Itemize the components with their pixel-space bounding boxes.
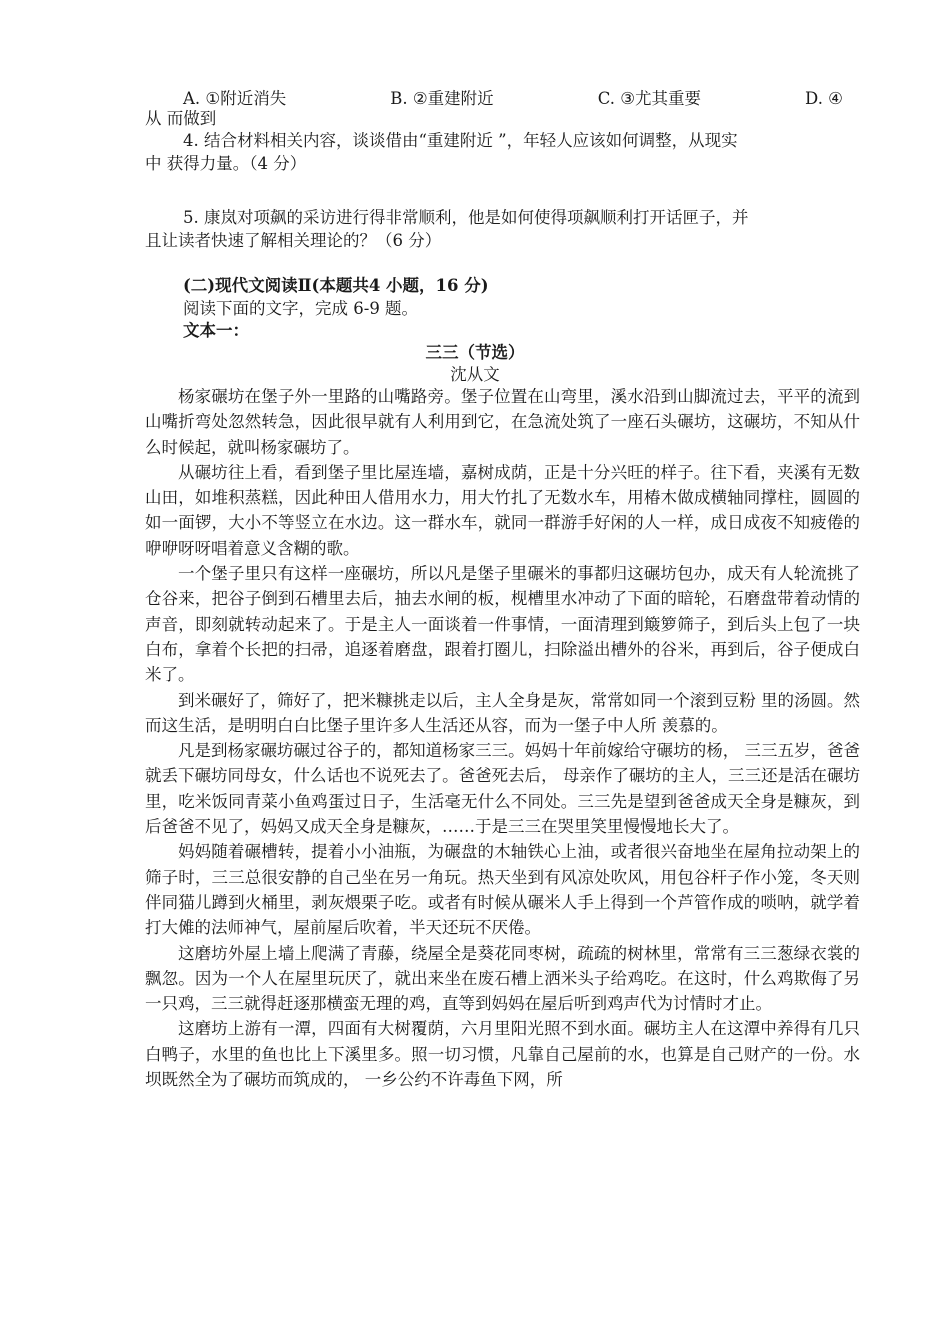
question4-line1: 4. 结合材料相关内容，谈谈借由“重建附近 ”，年轻人应该如何调整，从现实 (183, 131, 738, 150)
question3-options (183, 88, 843, 110)
option-c: C. ③尤其重要 (597, 89, 702, 108)
text-label: 文本一： (183, 321, 249, 340)
question5-line2: 且让读者快速了解相关理论的？（6 分） (145, 231, 442, 250)
paragraph: 妈妈随着碾槽转，提着小小油瓶，为碾盘的木轴铁心上油，或者很兴奋地坐在屋角拉动架上的筛子时，三三总很安静的自己坐在另一角玩。热天坐到有风凉处吹风，用包谷杆子作小笼，冬天则伴同猫儿蹲到火桶里，剥灰煨栗子吃。或者有时候从碾米人手上得到一个芦管作成的唢呐，就学着打大傩的法师神气，屋前屋后吹着，半天还玩不厌倦。 (145, 842, 860, 938)
question5-line1: 5. 康岚对项飙的采访进行得非常顺利，他是如何使得项飙顺利打开话匣子，并 (183, 208, 749, 227)
option-b: B. ②重建附近 (390, 89, 494, 108)
article-author: 沈从文 (450, 365, 500, 384)
option-a: A. ①附近消失 (183, 89, 287, 108)
paragraph: 一个堡子里只有这样一座碾坊，所以凡是堡子里碾米的事都归这碾坊包办，成天有人轮流挑了仓谷来，把谷子倒到石槽里去后，抽去水闸的板，枧槽里水冲动了下面的暗轮，石磨盘带着动情的声音，即刻就转动起来了。于是主人一面谈着一件事情，一面清理到簸箩筛子，到后头上包了一块白布，拿着个长把的扫帚，追逐着磨盘，跟着打圈儿，扫除溢出槽外的谷米，再到后，谷子便成白米了。 (145, 564, 860, 685)
section-instruction: 阅读下面的文字，完成 6-9 题。 (183, 299, 419, 318)
article-body (145, 384, 860, 1092)
paragraph: 这磨坊外屋上墙上爬满了青藤，绕屋全是葵花同枣树，疏疏的树林里，常常有三三葱绿衣裳的飘忽。因为一个人在屋里玩厌了，就出来坐在废石槽上洒米头子给鸡吃。在这时，什么鸡欺侮了另一只鸡，三三就得赶逐那横蛮无理的鸡，直等到妈妈在屋后听到鸡声代为讨情时才止。 (145, 943, 860, 1014)
paragraph: 从碾坊往上看，看到堡子里比屋连墙，嘉树成荫，正是十分兴旺的样子。往下看，夹溪有无数山田，如堆积蒸糕，因此种田人借用水力，用大竹扎了无数水车，用椿木做成横轴同撑柱，圆圆的如一面锣，大小不等竖立在水边。这一群水车，就同一群游手好闲的人一样，成日成夜不知疲倦的咿咿呀呀唱着意义含糊的歌。 (145, 462, 860, 558)
paragraph: 这磨坊上游有一潭，四面有大树覆荫，六月里阳光照不到水面。碾坊主人在这潭中养得有几只白鸭子，水里的鱼也比上下溪里多。照一切习惯，凡靠自己屋前的水，也算是自己财产的一份。水坝既然全为了碾坊而筑成的， 一乡公约不许毒鱼下网，所 (145, 1019, 860, 1090)
question4-line2: 中 获得力量。（4 分） (145, 154, 307, 173)
paragraph: 杨家碾坊在堡子外一里路的山嘴路旁。堡子位置在山弯里，溪水沿到山脚流过去，平平的流到山嘴折弯处忽然转急，因此很早就有人利用到它，在急流处筑了一座石头碾坊，这碾坊，不知从什么时候起，就叫杨家碾坊了。 (145, 387, 860, 457)
paragraph: 凡是到杨家碾坊碾过谷子的，都知道杨家三三。妈妈十年前嫁给守碾坊的杨， 三三五岁，爸爸就丢下碾坊同母女，什么话也不说死去了。爸爸死去后， 母亲作了碾坊的主人，三三还是活在碾坊里，吃米饭同青菜小鱼鸡蛋过日子，生活毫无什么不同处。三三先是望到爸爸成天全身是糠灰，到后爸爸不见了，妈妈又成天全身是糠灰，……于是三三在哭里笑里慢慢地长大了。 (145, 741, 860, 837)
option-d: D. ④ (805, 89, 843, 108)
section-heading: (二)现代文阅读Ⅱ(本题共4 小题，16 分) (183, 276, 489, 295)
question3-continuation: 从 而做到 (145, 109, 217, 128)
article-title: 三三（节选） (425, 343, 525, 362)
paragraph: 到米碾好了，筛好了，把米糠挑走以后，主人全身是灰，常常如同一个滚到豆粉 里的汤圆。然而这生活，是明明白白比堡子里许多人生活还从容，而为一堡子中人所 羡慕的。 (145, 690, 860, 735)
